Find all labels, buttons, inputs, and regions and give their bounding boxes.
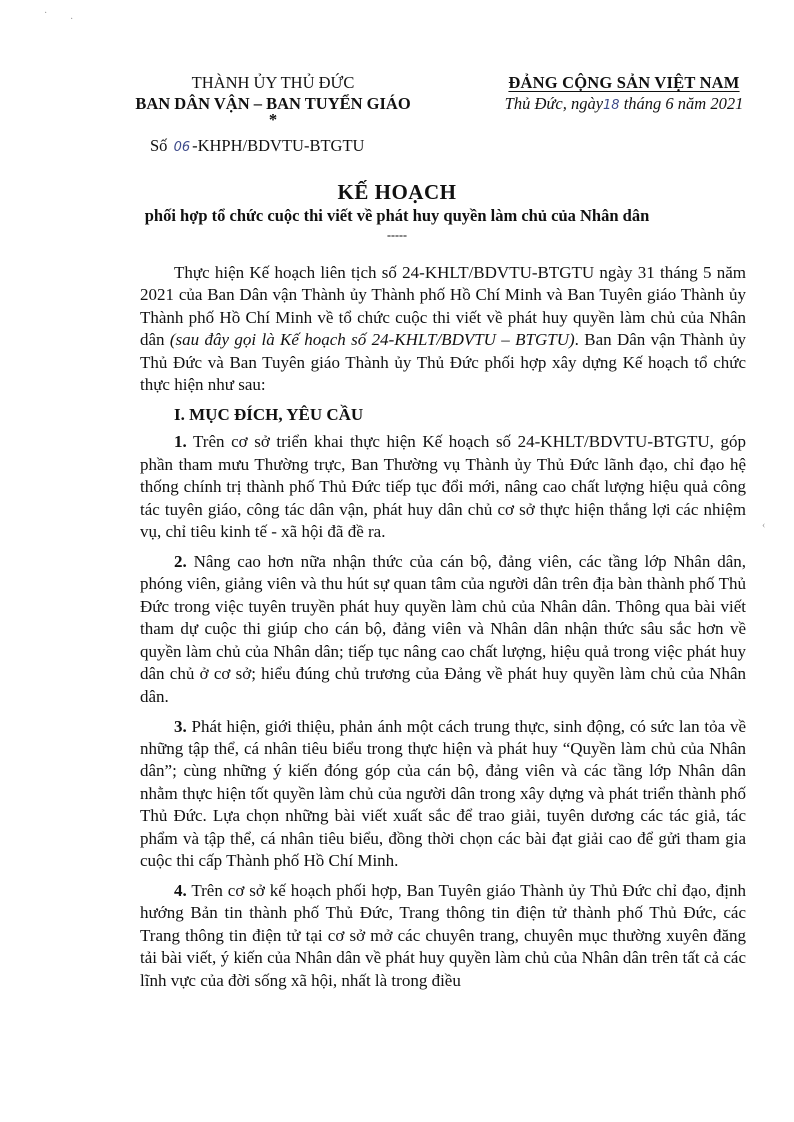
docno-suffix: -KHPH/BDVTU-BTGTU — [192, 136, 365, 155]
item-number: 2. — [174, 552, 187, 572]
intro-text-a: Thực hiện Kế hoạch liên tịch số 24-KHLT/BDVTU-BTGTU ngày 31 tháng 5 năm 2021 của Ban Dân vận Thành ủy Thành phố Hồ Chí Minh và Ban Tuyên giáo Thành ủy Thành phố Hồ Chí Minh về tổ chức cuộc thi viết về phát huy quyền làm chủ của Nhân dân — [140, 263, 746, 350]
list-item — [140, 716, 746, 873]
date-handwritten-day: 18 — [603, 98, 620, 113]
title-separator: ----- — [387, 228, 407, 242]
item-text: Nâng cao hơn nữa nhận thức của cán bộ, đảng viên, các tầng lớp Nhân dân, phóng viên, giảng viên và thu hút sự quan tâm của người dân trên địa bàn thành phố Thủ Đức trong việc tuyên truyền phát huy quyền làm chủ của Nhân dân. Thông qua bài viết tham dự cuộc thi giúp cho cán bộ, đảng viên và Nhân dân nhận thức sâu sắc hơn về quyền làm chủ của Nhân dân; tiếp tục nâng cao chất lượng, hiệu quả trong việc phát huy dân chủ ở cơ sở; hiểu đúng chủ trương của Đảng về phát huy quyền làm chủ của Nhân dân. — [140, 552, 746, 706]
party-header — [474, 72, 774, 116]
issuer-parent-org: THÀNH ỦY THỦ ĐỨC — [191, 73, 355, 92]
scan-speck: · — [70, 14, 74, 25]
intro-text-italic: (sau đây gọi là Kế hoạch số 24-KHLT/BDVTU – BTGTU) — [169, 330, 575, 350]
list-item — [140, 880, 746, 992]
list-item — [140, 551, 746, 708]
item-number: 4. — [174, 880, 187, 900]
item-text: Trên cơ sở triển khai thực hiện Kế hoạch số 24-KHLT/BDVTU-BTGTU, góp phần tham mưu Thường trực, Ban Thường vụ Thành ủy Thủ Đức lãnh đạo, chỉ đạo hệ thống chính trị thành phố Thủ Đức tiếp tục đổi mới, nâng cao chất lượng hiệu quả công tác tuyên giáo, công tác dân vận, phát huy dân chủ cơ sở thực hiện thắng lợi các nhiệm vụ, chỉ tiêu kinh tế - xã hội đã đề ra. — [140, 432, 746, 542]
item-number: 1. — [174, 432, 187, 452]
document-title: KẾ HOẠCH — [337, 180, 457, 204]
list-item — [140, 431, 746, 543]
header-star: * — [268, 110, 278, 129]
item-text: Phát hiện, giới thiệu, phản ánh một cách trung thực, sinh động, có sức lan tỏa về những tập thể, cá nhân tiêu biểu trong thực hiện và phát huy “Quyền làm chủ của Nhân dân”; cùng những ý kiến đóng góp của cán bộ, đảng viên và các tầng lớp Nhân dân nhằm thực hiện tốt quyền làm chủ của người dân trong xây dựng và phát triển thành phố Thủ Đức. Lựa chọn những bài viết xuất sắc để trao giải, tuyên dương các tác giả, tác phẩm và tập thể, cá nhân tiêu biểu, đồng thời chọn các bài đạt giải cao để gửi tham gia cuộc thi cấp Thành phố Hồ Chí Minh. — [140, 716, 746, 870]
scan-speck: ‹ — [762, 520, 766, 531]
document-subtitle: phối hợp tổ chức cuộc thi viết về phát huy quyền làm chủ của Nhân dân — [144, 206, 650, 225]
date-suffix: tháng 6 năm 2021 — [623, 94, 744, 113]
scan-speck: · — [44, 8, 48, 19]
section-heading: I. MỤC ĐÍCH, YÊU CẦU — [174, 405, 364, 425]
document-body — [140, 262, 746, 1000]
intro-text-b: . Ban Dân vận Thành ủy Thủ Đức và Ban Tuyên giáo Thành ủy Thủ Đức phối hợp xây dựng Kế hoạch tổ chức thực hiện như sau: — [140, 330, 746, 395]
party-name: ĐẢNG CỘNG SẢN VIỆT NAM — [508, 73, 740, 92]
date-prefix: Thủ Đức, ngày — [504, 94, 604, 113]
docno-prefix: Số — [150, 136, 168, 155]
docno-handwritten-number: 06 — [173, 140, 191, 155]
dateline — [474, 93, 774, 116]
intro-paragraph — [140, 262, 746, 396]
document-number — [150, 136, 364, 156]
item-text: Trên cơ sở kế hoạch phối hợp, Ban Tuyên giáo Thành ủy Thủ Đức chỉ đạo, định hướng Bản tin thành phố Thủ Đức, Trang thông tin điện tử thành phố Thủ Đức, các Trang thông tin điện tử tại cơ sở mở các chuyên trang, chuyên mục thường xuyên đăng tải bài viết, ý kiến của Nhân dân về phát huy quyền làm chủ của Nhân dân trên tất cả các lĩnh vực của đời sống xã hội, nhất là trong điều — [140, 880, 746, 990]
item-number: 3. — [174, 716, 187, 736]
issuer-org: BAN DÂN VẬN – BAN TUYỂN GIÁO — [135, 94, 411, 113]
issuer-header — [108, 72, 438, 129]
